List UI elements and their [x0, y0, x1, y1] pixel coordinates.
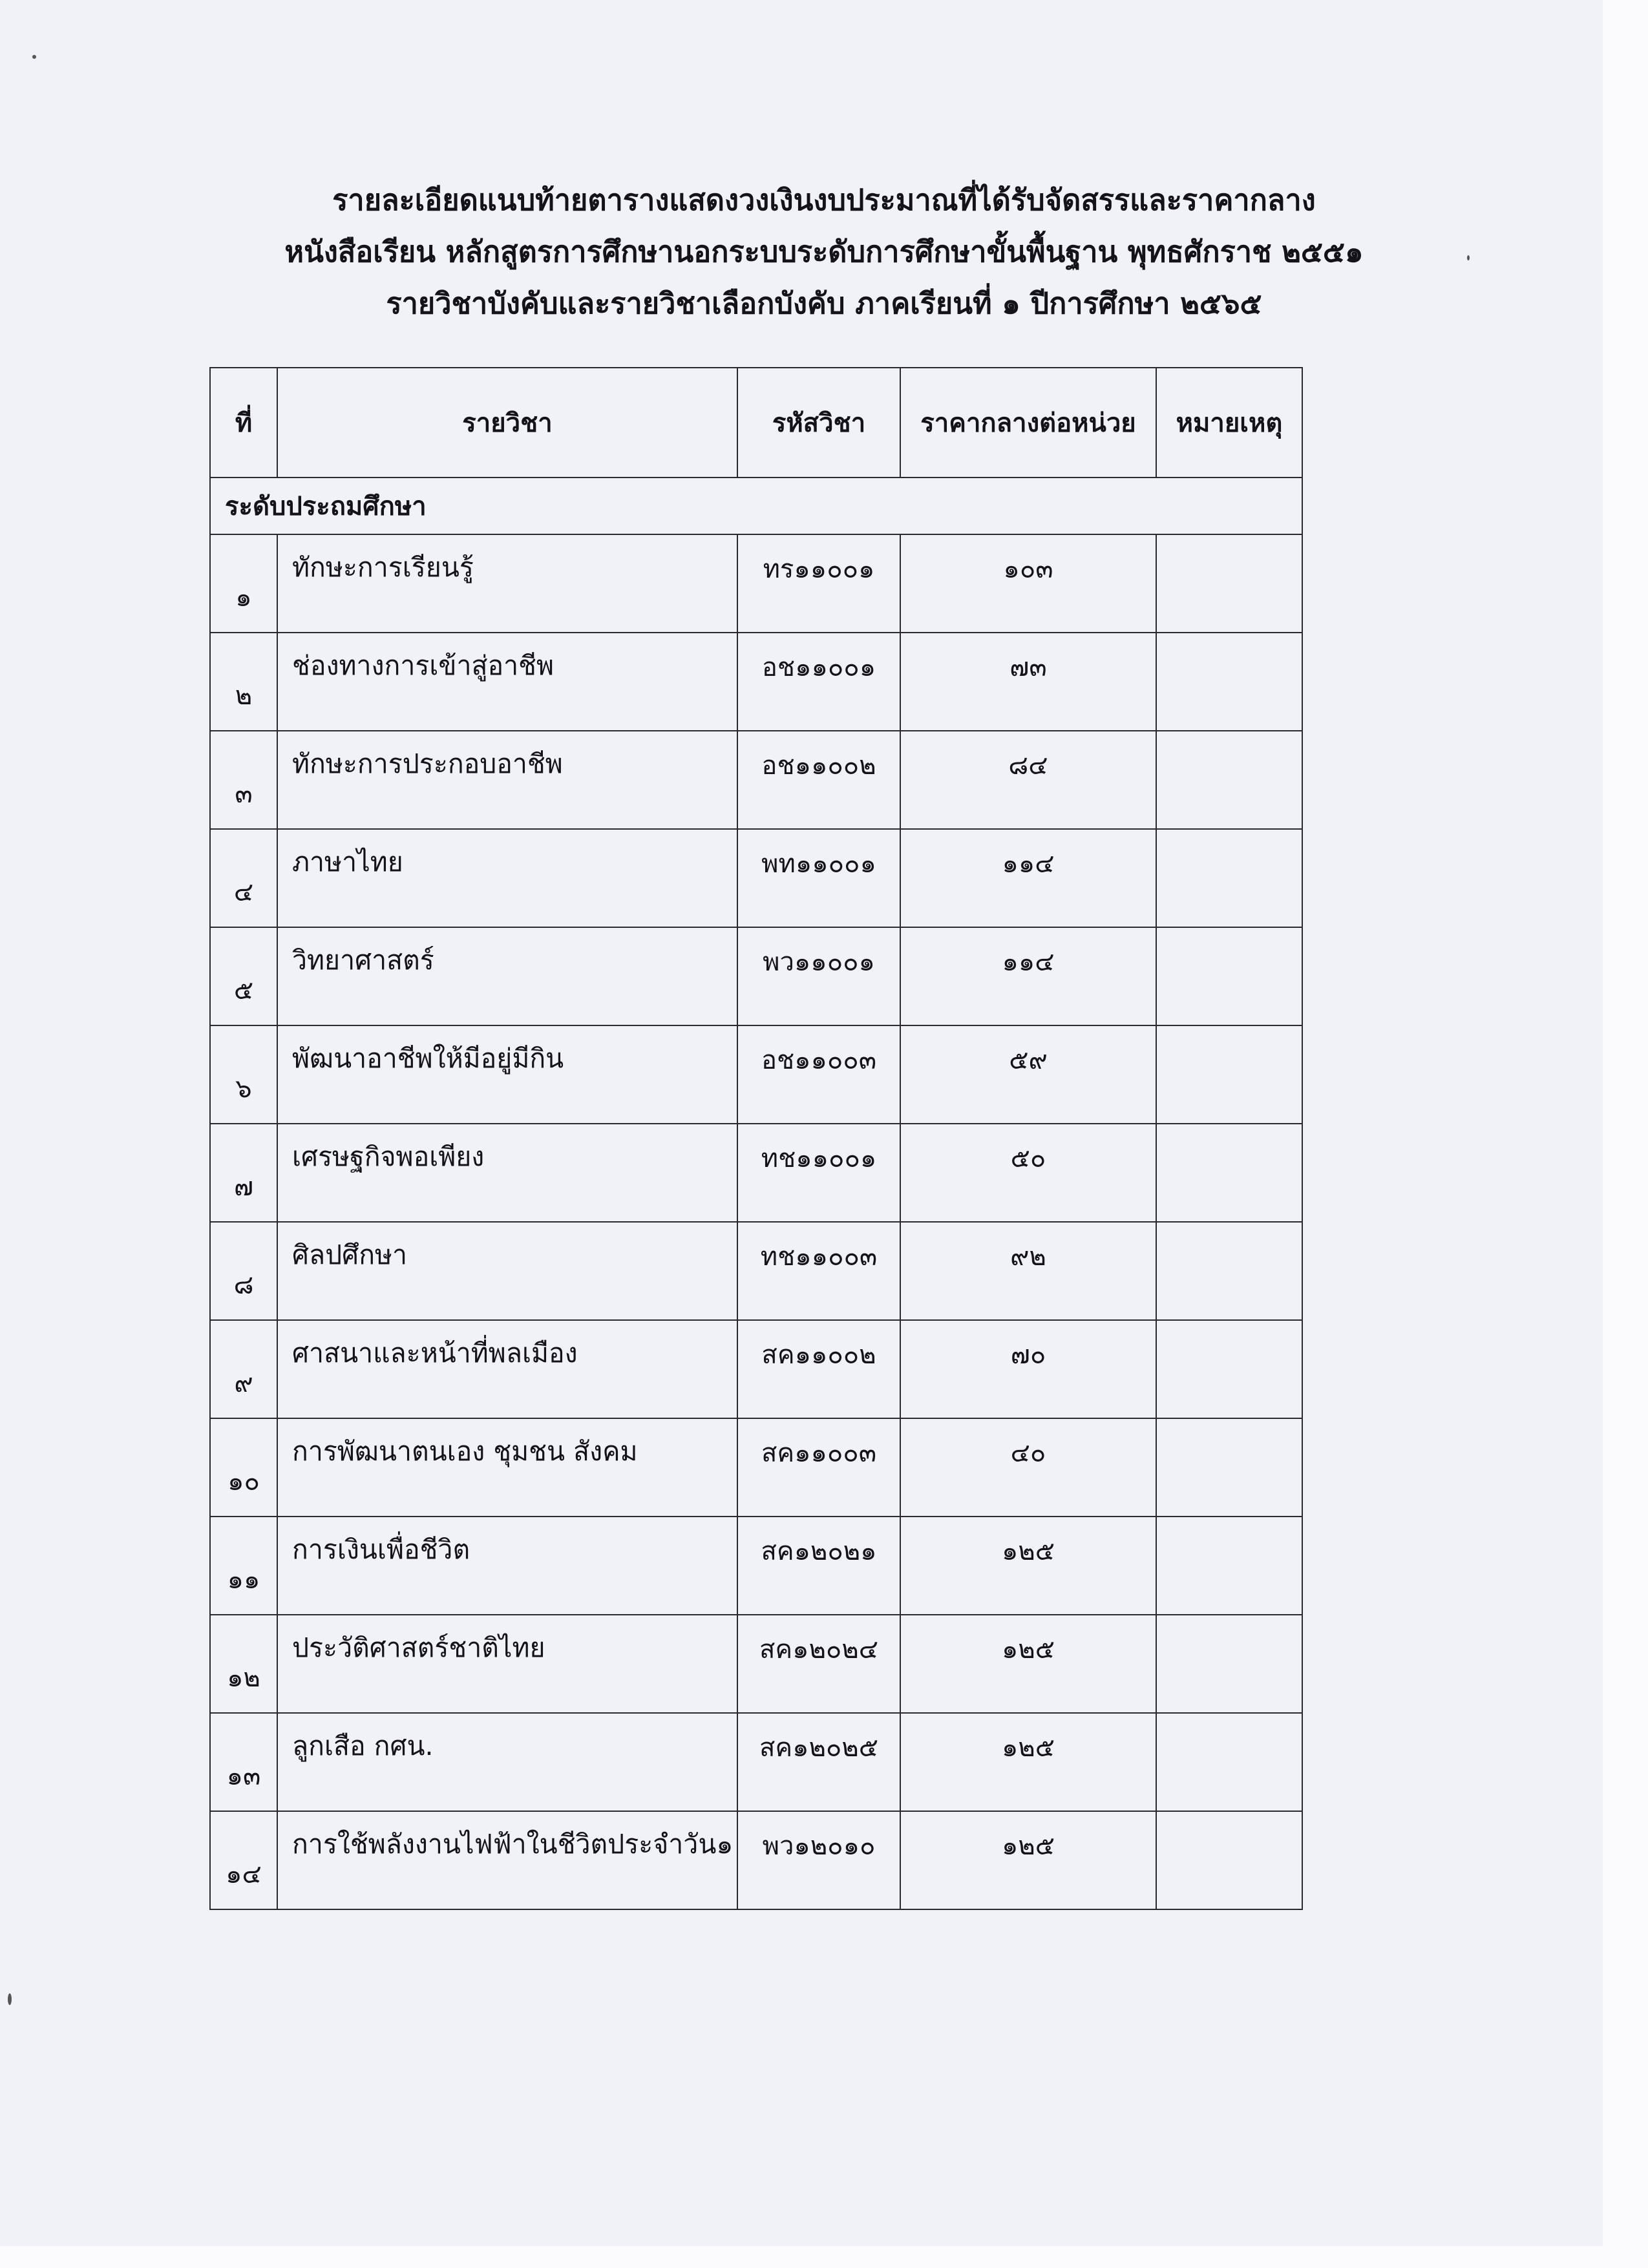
table-row: [210, 927, 1302, 1025]
table-row: [210, 534, 1302, 633]
subject-name: ภาษาไทย: [277, 829, 737, 927]
remark: [1156, 927, 1302, 1025]
row-number: ๖: [210, 1025, 277, 1124]
subject-name: ประวัติศาสตร์ชาติไทย: [277, 1615, 737, 1713]
subject-code: อช๑๑๐๐๓: [737, 1025, 900, 1124]
row-number: ๑: [210, 534, 277, 633]
table-row: [210, 1124, 1302, 1222]
header-note: หมายเหตุ: [1156, 368, 1302, 478]
subject-name: เศรษฐกิจพอเพียง: [277, 1124, 737, 1222]
subject-name: วิทยาศาสตร์: [277, 927, 737, 1025]
table-row: [210, 1517, 1302, 1615]
table-row: [210, 1418, 1302, 1517]
remark: [1156, 1320, 1302, 1418]
unit-price: ๑๒๕: [900, 1811, 1156, 1909]
subject-code: อช๑๑๐๐๒: [737, 731, 900, 829]
subject-code: สค๑๒๐๒๑: [737, 1517, 900, 1615]
subject-code: พว๑๑๐๐๑: [737, 927, 900, 1025]
remark: [1156, 731, 1302, 829]
unit-price: ๑๐๓: [900, 534, 1156, 633]
header-subject: รายวิชา: [277, 368, 737, 478]
title-line-3: รายวิชาบังคับและรายวิชาเลือกบังคับ ภาคเรียนที่ ๑ ปีการศึกษา ๒๕๖๕: [386, 286, 1262, 320]
table-row: [210, 1320, 1302, 1418]
table-row: [210, 1222, 1302, 1320]
subject-name: ทักษะการประกอบอาชีพ: [277, 731, 737, 829]
remark: [1156, 1124, 1302, 1222]
remark: [1156, 1811, 1302, 1909]
table-row: [210, 1811, 1302, 1909]
title-line-1: รายละเอียดแนบท้ายตารางแสดงวงเงินงบประมาณที่ได้รับจัดสรรและราคากลาง: [332, 183, 1316, 217]
row-number: ๗: [210, 1124, 277, 1222]
row-number: ๑๑: [210, 1517, 277, 1615]
remark: [1156, 829, 1302, 927]
unit-price: ๕๐: [900, 1124, 1156, 1222]
unit-price: ๑๒๕: [900, 1713, 1156, 1811]
page-bottom-edge: [0, 2246, 1648, 2268]
subject-name: ศิลปศึกษา: [277, 1222, 737, 1320]
remark: [1156, 633, 1302, 731]
table-row: [210, 731, 1302, 829]
page-edge: [1603, 0, 1648, 2268]
table-row: [210, 633, 1302, 731]
remark: [1156, 1418, 1302, 1517]
scan-speck: [8, 1993, 12, 2005]
document-title: [0, 174, 1648, 330]
section-row: [210, 478, 1302, 534]
subject-name: การพัฒนาตนเอง ชุมชน สังคม: [277, 1418, 737, 1517]
subject-code: ทร๑๑๐๐๑: [737, 534, 900, 633]
subject-name: ช่องทางการเข้าสู่อาชีพ: [277, 633, 737, 731]
row-number: ๑๔: [210, 1811, 277, 1909]
subject-code: อช๑๑๐๐๑: [737, 633, 900, 731]
subject-code: พท๑๑๐๐๑: [737, 829, 900, 927]
title-line-2: หนังสือเรียน หลักสูตรการศึกษานอกระบบระดับการศึกษาขั้นพื้นฐาน พุทธศักราช ๒๕๕๑: [284, 235, 1364, 269]
subject-code: ทช๑๑๐๐๓: [737, 1222, 900, 1320]
row-number: ๑๒: [210, 1615, 277, 1713]
remark: [1156, 1615, 1302, 1713]
header-code: รหัสวิชา: [737, 368, 900, 478]
row-number: ๓: [210, 731, 277, 829]
header-price: ราคากลางต่อหน่วย: [900, 368, 1156, 478]
subject-name: ลูกเสือ กศน.: [277, 1713, 737, 1811]
section-label: ระดับประถมศึกษา: [210, 478, 1302, 534]
header-no: ที่: [210, 368, 277, 478]
remark: [1156, 1025, 1302, 1124]
subject-code: สค๑๑๐๐๒: [737, 1320, 900, 1418]
remark: [1156, 1222, 1302, 1320]
unit-price: ๔๐: [900, 1418, 1156, 1517]
unit-price: ๙๒: [900, 1222, 1156, 1320]
remark: [1156, 1517, 1302, 1615]
row-number: ๒: [210, 633, 277, 731]
row-number: ๔: [210, 829, 277, 927]
subject-name: การใช้พลังงานไฟฟ้าในชีวิตประจำวัน๑: [277, 1811, 737, 1909]
row-number: ๘: [210, 1222, 277, 1320]
unit-price: ๗๓: [900, 633, 1156, 731]
subject-code: สค๑๒๐๒๕: [737, 1713, 900, 1811]
subject-name: ทักษะการเรียนรู้: [277, 534, 737, 633]
unit-price: ๑๒๕: [900, 1517, 1156, 1615]
subject-code: พว๑๒๐๑๐: [737, 1811, 900, 1909]
table-row: [210, 829, 1302, 927]
unit-price: ๑๒๕: [900, 1615, 1156, 1713]
subject-name: ศาสนาและหน้าที่พลเมือง: [277, 1320, 737, 1418]
subject-name: พัฒนาอาชีพให้มีอยู่มีกิน: [277, 1025, 737, 1124]
unit-price: ๘๔: [900, 731, 1156, 829]
subject-name: การเงินเพื่อชีวิต: [277, 1517, 737, 1615]
subjects-table: [209, 367, 1303, 1910]
row-number: ๑๓: [210, 1713, 277, 1811]
table-row: [210, 1025, 1302, 1124]
row-number: ๕: [210, 927, 277, 1025]
subject-code: สค๑๒๐๒๔: [737, 1615, 900, 1713]
row-number: ๙: [210, 1320, 277, 1418]
table-row: [210, 1615, 1302, 1713]
table-header-row: [210, 368, 1302, 478]
row-number: ๑๐: [210, 1418, 277, 1517]
unit-price: ๗๐: [900, 1320, 1156, 1418]
remark: [1156, 534, 1302, 633]
table-row: [210, 1713, 1302, 1811]
subject-code: สค๑๑๐๐๓: [737, 1418, 900, 1517]
unit-price: ๑๑๔: [900, 829, 1156, 927]
remark: [1156, 1713, 1302, 1811]
unit-price: ๑๑๔: [900, 927, 1156, 1025]
scan-speck: [32, 55, 36, 59]
subject-code: ทช๑๑๐๐๑: [737, 1124, 900, 1222]
unit-price: ๕๙: [900, 1025, 1156, 1124]
